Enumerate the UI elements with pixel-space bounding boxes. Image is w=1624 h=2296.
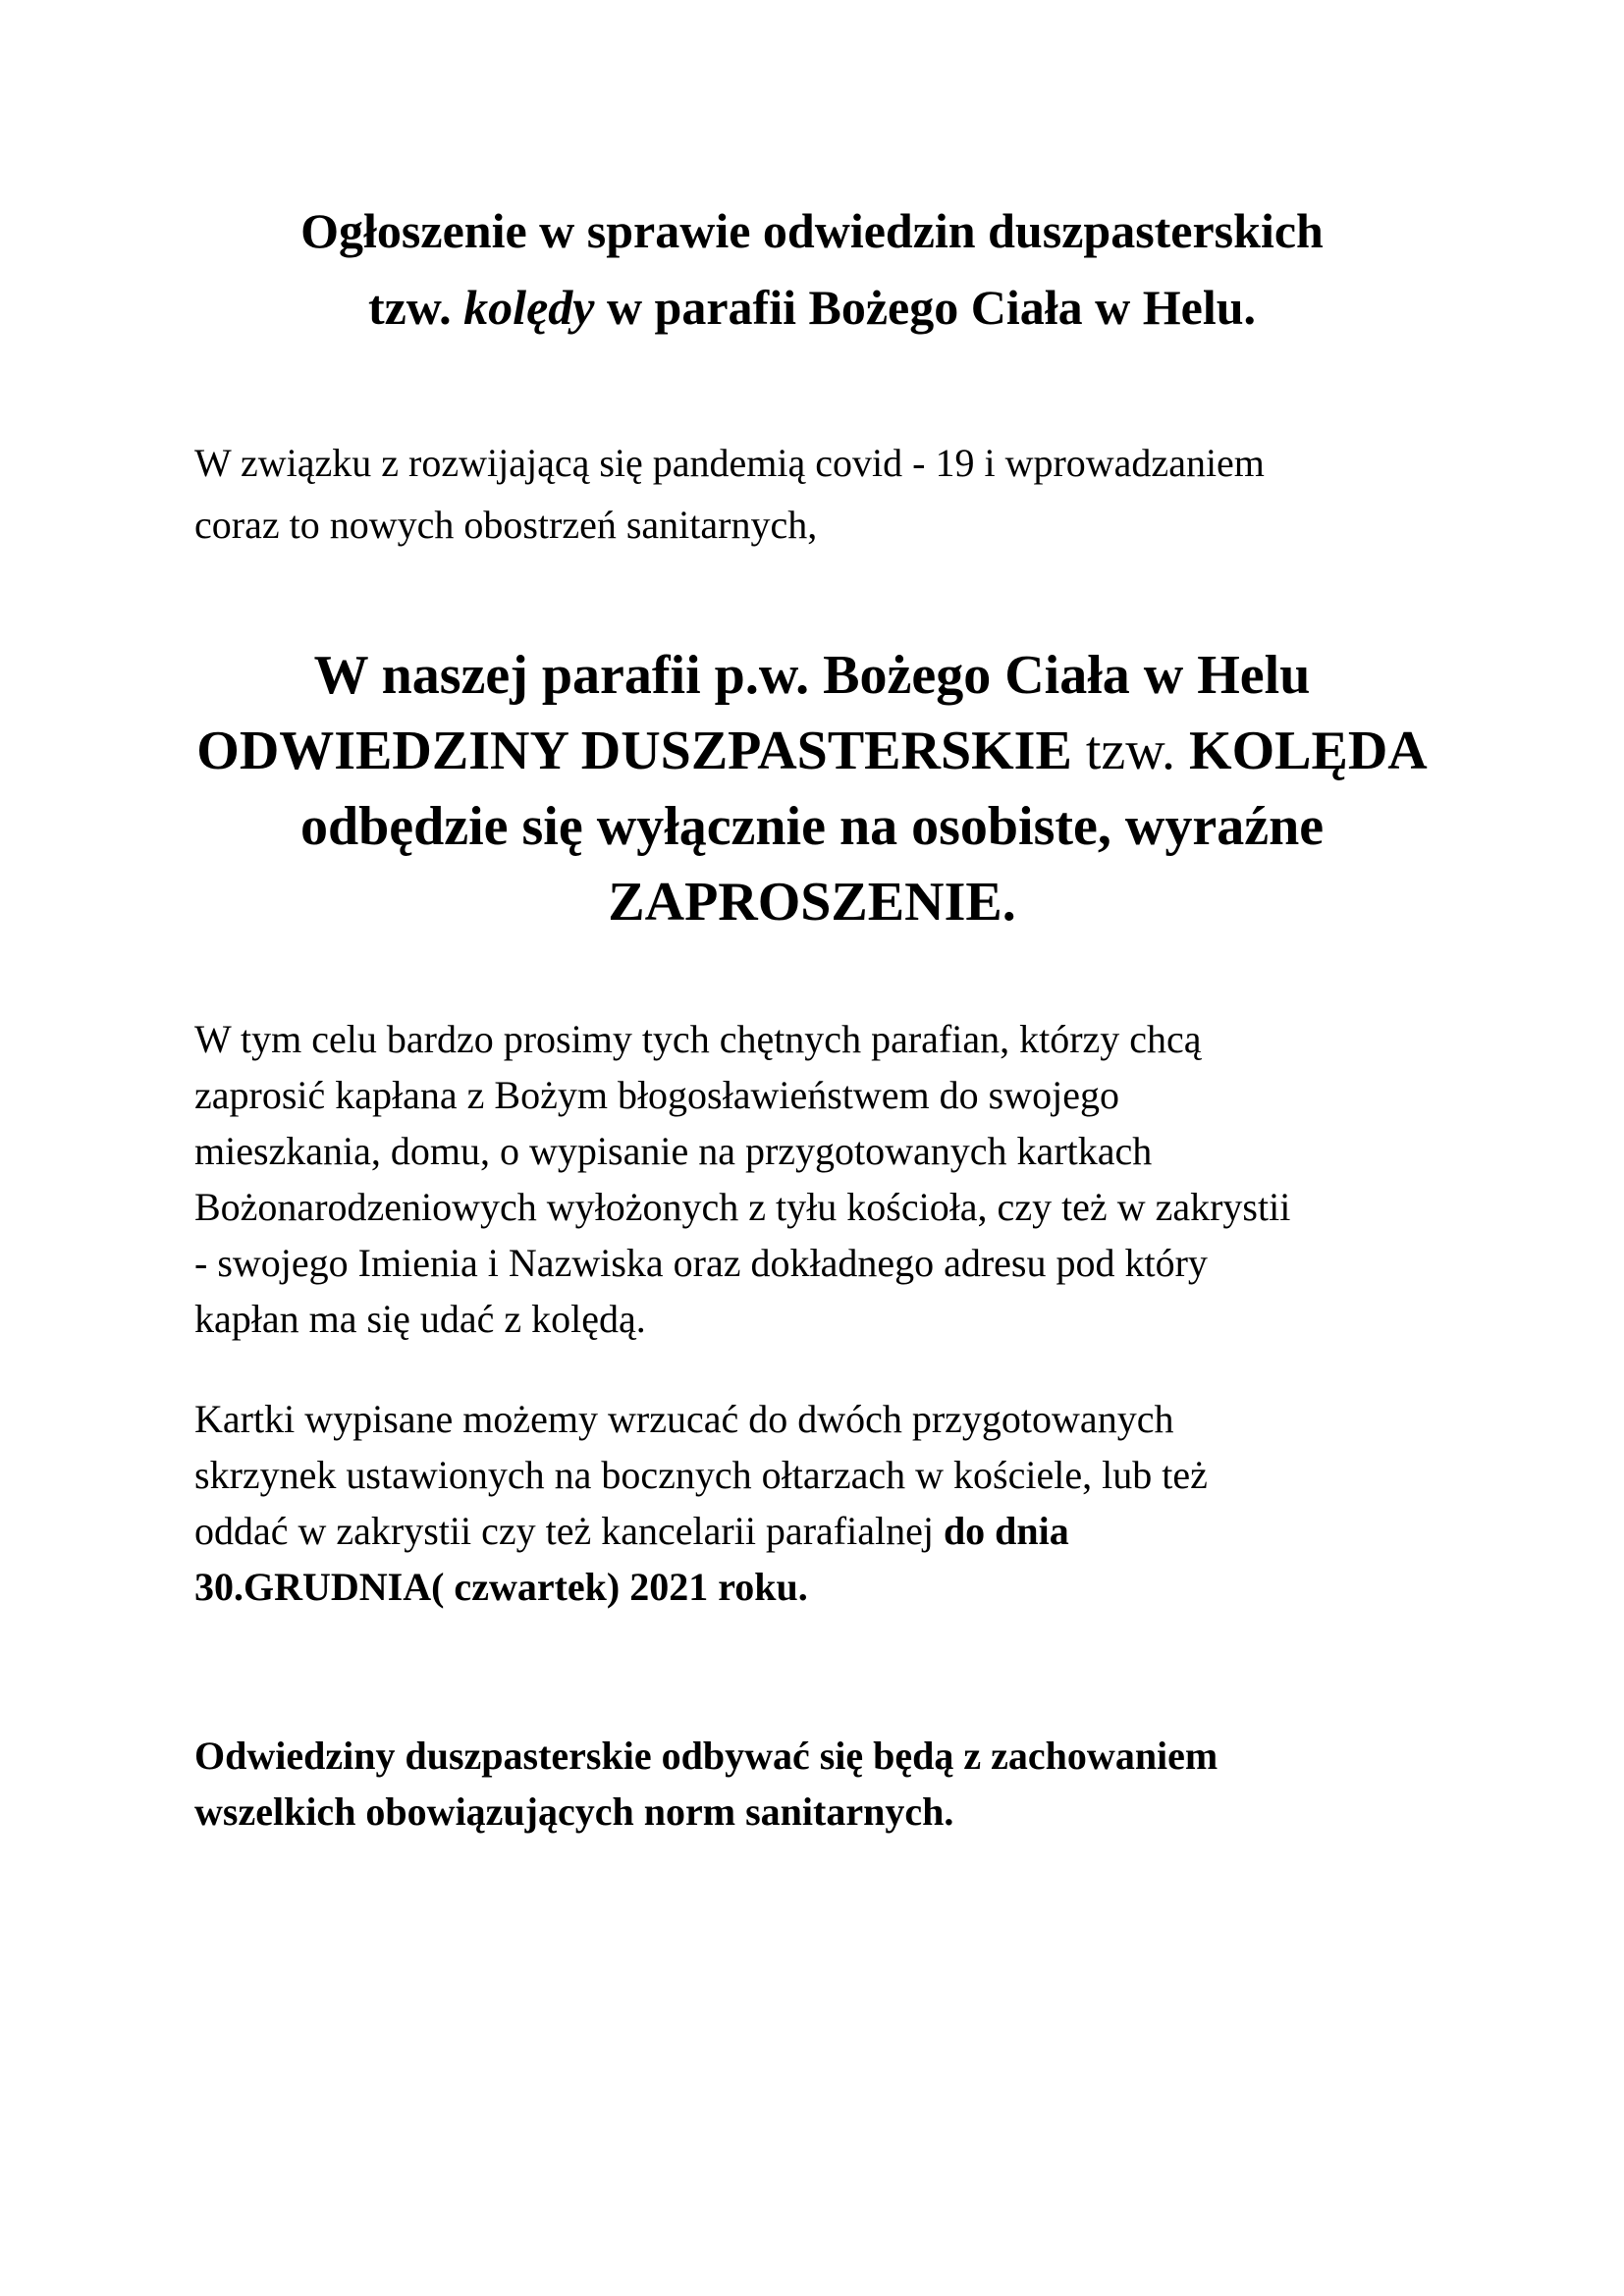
instructions-paragraph <box>194 1011 1471 1347</box>
title-line-1: Ogłoszenie w sprawie odwiedzin duszpasterskich <box>300 203 1324 258</box>
instructions-line: kapłan ma się udać z kolędą. <box>194 1297 646 1341</box>
main-announcement <box>147 638 1477 940</box>
title-line-2-suffix: w parafii Bożego Ciała w Helu. <box>594 280 1257 335</box>
headline-line-4: ZAPROSZENIE. <box>608 872 1016 933</box>
sanitary-note <box>194 1728 1471 1840</box>
headline-tzw: tzw. <box>1071 721 1190 781</box>
instructions-line: Bożonarodzeniowych wyłożonych z tyłu kościoła, czy też w zakrystii <box>194 1185 1291 1229</box>
instructions-line: - swojego Imienia i Nazwiska oraz dokładnego adresu pod który <box>194 1241 1208 1285</box>
deadline-paragraph <box>194 1391 1471 1615</box>
instructions-line: W tym celu bardzo prosimy tych chętnych parafian, którzy chcą <box>194 1017 1202 1061</box>
headline-line-3: odbędzie się wyłącznie na osobiste, wyraźne <box>299 796 1325 857</box>
instructions-line: mieszkania, domu, o wypisanie na przygotowanych kartkach <box>194 1129 1153 1173</box>
intro-line-2: coraz to nowych obostrzeń sanitarnych, <box>194 503 818 547</box>
deadline-do-dnia: do dnia <box>943 1509 1069 1553</box>
deadline-line-3 <box>194 1503 1471 1559</box>
intro-line-1: W związku z rozwijającą się pandemią covid - 19 i wprowadzaniem <box>194 441 1265 485</box>
deadline-line-2: skrzynek ustawionych na bocznych ołtarzach w kościele, lub też <box>194 1453 1208 1497</box>
title-line-2-prefix: tzw. <box>367 280 464 335</box>
intro-paragraph <box>194 432 1471 556</box>
headline-odwiedziny: ODWIEDZINY DUSZPASTERSKIE <box>196 721 1072 781</box>
deadline-date-text: 30.GRUDNIA( czwartek) 2021 roku. <box>194 1565 808 1609</box>
headline-line-2 <box>147 714 1477 789</box>
instructions-line: zaprosić kapłana z Bożym błogosławieństwem do swojego <box>194 1073 1119 1117</box>
deadline-line-1: Kartki wypisane możemy wrzucać do dwóch przygotowanych <box>194 1397 1174 1441</box>
announcement-title <box>147 192 1477 346</box>
headline-koleda: KOLĘDA <box>1189 721 1428 781</box>
closing-line-2: wszelkich obowiązujących norm sanitarnych. <box>194 1789 954 1834</box>
title-italic-koledy: kolędy <box>463 280 595 335</box>
deadline-date <box>194 1559 1471 1615</box>
headline-line-1: W naszej parafii p.w. Bożego Ciała w Helu <box>313 645 1311 706</box>
deadline-line-3-text: oddać w zakrystii czy też kancelarii parafialnej <box>194 1509 944 1553</box>
closing-line-1: Odwiedziny duszpasterskie odbywać się będą z zachowaniem <box>194 1734 1218 1778</box>
title-line-2 <box>147 269 1477 346</box>
